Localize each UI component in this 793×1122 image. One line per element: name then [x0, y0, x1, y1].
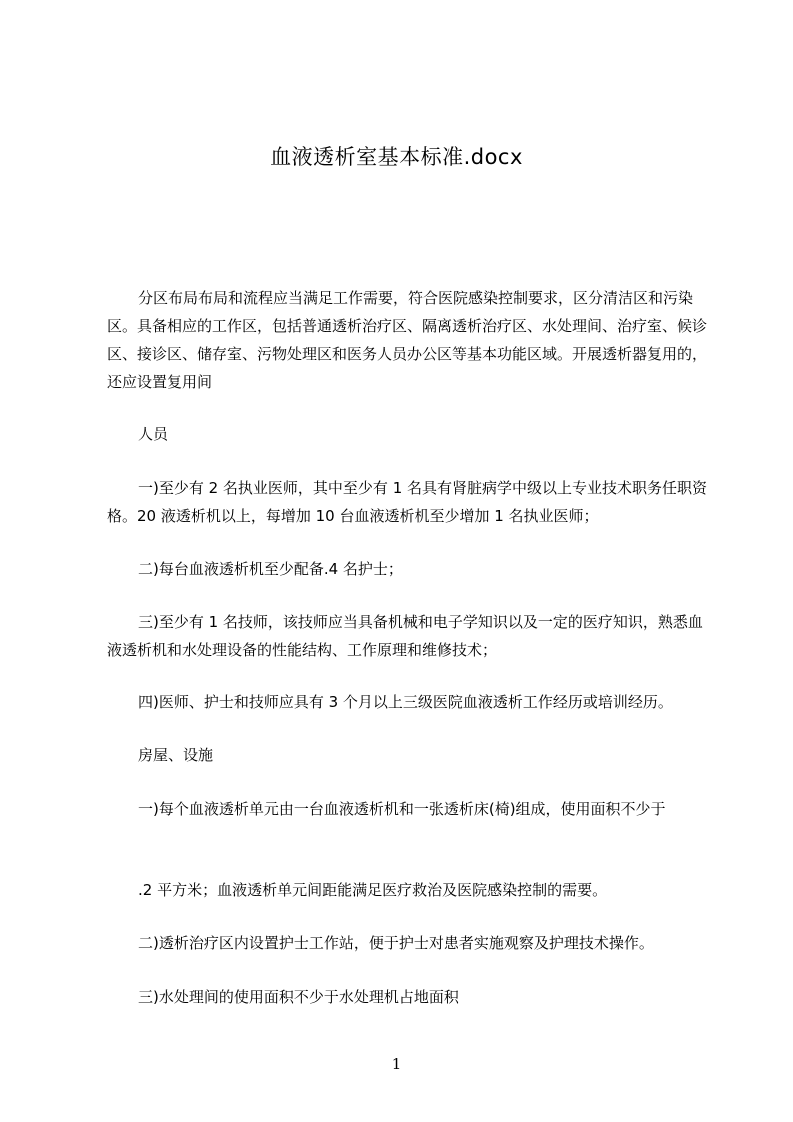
page-number: 1 — [391, 1055, 402, 1073]
paragraph-facilities-nurse-station: 二)透析治疗区内设置护士工作站，便于护士对患者实施观察及护理技术操作。 — [138, 934, 654, 952]
paragraph-personnel-nurses: 二)每台血液透析机至少配备.4 名护士； — [138, 560, 403, 578]
paragraph-personnel-doctors: 一)至少有 2 名执业医师，其中至少有 1 名具有肾脏病学中级以上专业技术职务任职资格。20 液透析机以上，每增加 10 台血液透析机至少增加 1 名执业医师； — [107, 479, 708, 525]
paragraph-facilities-unit: 一)每个血液透析单元由一台血液透析机和一张透析床(椅)组成，使用面积不少于 — [138, 800, 666, 818]
paragraph-layout: 分区布局布局和流程应当满足工作需要，符合医院感染控制要求，区分清洁区和污染区。具备相应的工作区，包括普通透析治疗区、隔离透析治疗区、水处理间、治疗室、候诊区、接诊区、储存室、污物处理区和医务人员办公区等基本功能区域。开展透析器复用的，还应设置复用间 — [107, 289, 708, 391]
paragraph-personnel-experience: 四)医师、护士和技师应具有 3 个月以上三级医院血液透析工作经历或培训经历。 — [138, 693, 673, 711]
section-heading-facilities: 房屋、设施 — [138, 746, 214, 764]
paragraph-facilities-water-room: 三)水处理间的使用面积不少于水处理机占地面积 — [138, 988, 459, 1006]
document-title: 血液透析室基本标准.docx — [270, 145, 523, 169]
paragraph-facilities-area: .2 平方米；血液透析单元间距能满足医疗救治及医院感染控制的需要。 — [138, 881, 608, 899]
paragraph-personnel-technician: 三)至少有 1 名技师，该技师应当具备机械和电子学知识以及一定的医疗知识，熟悉血液透析机和水处理设备的性能结构、工作原理和维修技术； — [107, 613, 703, 659]
section-heading-personnel: 人员 — [138, 425, 169, 443]
